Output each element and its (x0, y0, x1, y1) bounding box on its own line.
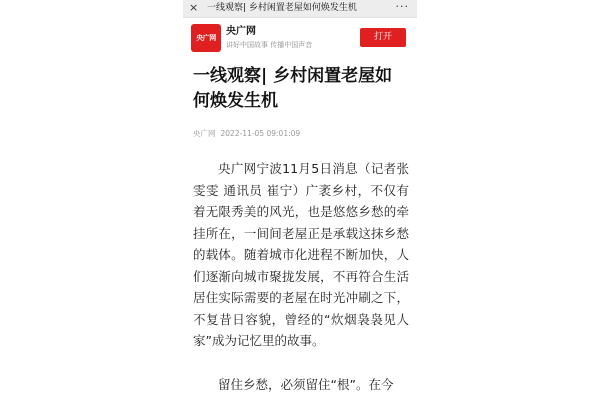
brand-slogan: 讲好中国故事 传播中国声音 (226, 41, 313, 49)
article-date: 2022-11-05 09:01:09 (220, 129, 301, 138)
article-source: 央广网 (193, 129, 216, 138)
article-title: 一线观察| 乡村闲置老屋如何焕发生机 (193, 66, 393, 111)
app-banner (183, 18, 417, 58)
more-options-icon[interactable]: ··· (395, 0, 409, 13)
browser-top-bar (183, 0, 417, 18)
open-app-button[interactable]: 打开 (360, 28, 406, 47)
brand-logo: 央广网 (191, 24, 221, 52)
close-icon[interactable]: × (189, 1, 199, 14)
article-paragraph: 留住乡愁，必须留住“根”。在今 (218, 377, 394, 392)
article-paragraph: 央广网宁波11月5日消息（记者张雯雯 通讯员 崔宁）广袤乡村，不仅有着无限秀美的风光，也是悠悠乡愁的牵挂所在，一间间老屋正是承载这抹乡愁的载体。随着城市化进程不断加快，人们逐渐向城市聚拢发展，不再符合生活居住实际需要的老屋在时光冲刷之下，不复昔日容貌，曾经的“炊烟袅袅见人家”成为记忆里的故事。 (193, 161, 409, 348)
page-tab-title: 一线观察| 乡村闲置老屋如何焕发生机 (207, 3, 357, 13)
article-page (183, 0, 417, 400)
article-meta (193, 128, 300, 139)
brand-name: 央广网 (226, 26, 256, 37)
